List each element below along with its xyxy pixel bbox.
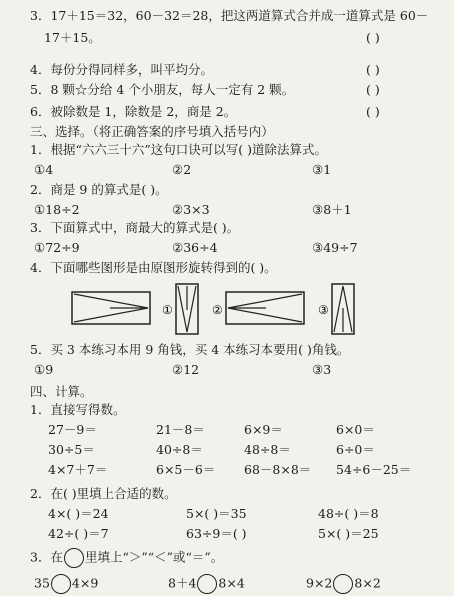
judge-q6: 6．被除数是 1，除数是 2，商是 2。 bbox=[30, 104, 237, 119]
option-3-shape[interactable] bbox=[332, 284, 354, 334]
fill-item[interactable]: 4×( )＝24 bbox=[48, 506, 109, 521]
figure-label-2: ② bbox=[212, 303, 223, 317]
calc-item: 21－8＝ bbox=[156, 422, 205, 437]
calc-item: 6÷0＝ bbox=[336, 442, 375, 457]
figure-label-3: ③ bbox=[318, 303, 329, 317]
choice-q2-opt2[interactable]: ②3×3 bbox=[172, 202, 210, 217]
calc-part3-title bbox=[30, 548, 223, 568]
choice-q2-opt3[interactable]: ③8＋1 bbox=[312, 202, 352, 217]
choice-q1-opt3[interactable]: ③1 bbox=[312, 162, 332, 177]
calc-item: 6×0＝ bbox=[336, 422, 375, 437]
compare-right: 8×2 bbox=[354, 575, 381, 591]
compare-left: 9×2 bbox=[306, 575, 333, 591]
judge-q4: 4．每份分得同样多，叫平均分。 bbox=[30, 62, 213, 77]
choice-q3-opt1[interactable]: ①72÷9 bbox=[34, 240, 80, 255]
calc-item: 30÷5＝ bbox=[48, 442, 95, 457]
calc-item: 48÷8＝ bbox=[244, 442, 291, 457]
judge-q3-paren[interactable]: ( ) bbox=[366, 30, 380, 45]
calc-part3-suffix: 里填上“＞”“＜”或“＝”。 bbox=[84, 549, 224, 565]
compare-circle-input[interactable] bbox=[333, 574, 353, 594]
compare-item-3 bbox=[306, 574, 381, 594]
choice-q1: 1．根据“六六三十六”这句口诀可以写( )道除法算式。 bbox=[30, 142, 327, 157]
choice-q3: 3．下面算式中，商最大的算式是( )。 bbox=[30, 220, 240, 235]
option-2-shape[interactable] bbox=[226, 292, 304, 324]
compare-left: 35 bbox=[34, 575, 50, 591]
choice-q1-opt2[interactable]: ②2 bbox=[172, 162, 192, 177]
compare-left: 8＋4 bbox=[168, 575, 197, 591]
rotation-figures bbox=[70, 282, 370, 338]
figure-label-1: ① bbox=[162, 303, 173, 317]
option-1-shape[interactable] bbox=[176, 284, 198, 334]
choice-q5-opt3[interactable]: ③3 bbox=[312, 362, 332, 377]
calc-item: 40÷8＝ bbox=[156, 442, 203, 457]
choice-q5-opt1[interactable]: ①9 bbox=[34, 362, 54, 377]
judge-q4-paren[interactable]: ( ) bbox=[366, 62, 380, 77]
choice-q5-opt2[interactable]: ②12 bbox=[172, 362, 200, 377]
section-3-title: 三、选择。（将正确答案的序号填入括号内） bbox=[30, 124, 274, 139]
judge-q6-paren[interactable]: ( ) bbox=[366, 104, 380, 119]
judge-q3-line2: 17＋15。 bbox=[44, 30, 101, 45]
original-shape bbox=[72, 292, 150, 324]
calc-part2-title: 2．在( )里填上合适的数。 bbox=[30, 486, 177, 501]
fill-item[interactable]: 48÷( )＝8 bbox=[318, 506, 379, 521]
compare-circle-input[interactable] bbox=[197, 574, 217, 594]
choice-q3-opt2[interactable]: ②36÷4 bbox=[172, 240, 218, 255]
fill-item[interactable]: 63÷9＝( ) bbox=[186, 526, 247, 541]
compare-item-2 bbox=[168, 574, 245, 594]
compare-circle-icon bbox=[64, 548, 84, 568]
calc-part1-title: 1．直接写得数。 bbox=[30, 402, 126, 417]
fill-item[interactable]: 5×( )＝35 bbox=[186, 506, 247, 521]
compare-right: 8×4 bbox=[218, 575, 245, 591]
choice-q1-opt1[interactable]: ①4 bbox=[34, 162, 54, 177]
calc-part3-prefix: 3．在 bbox=[30, 549, 63, 565]
section-4-title: 四、计算。 bbox=[30, 384, 93, 399]
judge-q5-paren[interactable]: ( ) bbox=[366, 82, 380, 97]
calc-item: 54÷6－25＝ bbox=[336, 462, 412, 477]
judge-q5: 5．8 颗☆分给 4 个小朋友，每人一定有 2 颗。 bbox=[30, 82, 295, 97]
choice-q2: 2．商是 9 的算式是( )。 bbox=[30, 182, 168, 197]
fill-item[interactable]: 42÷( )＝7 bbox=[48, 526, 109, 541]
judge-q3-line1: 3．17＋15＝32，60－32＝28，把这两道算式合并成一道算式是 60－ bbox=[30, 8, 429, 23]
choice-q2-opt1[interactable]: ①18÷2 bbox=[34, 202, 80, 217]
fill-item[interactable]: 5×( )＝25 bbox=[318, 526, 379, 541]
choice-q4: 4．下面哪些图形是由原图形旋转得到的( )。 bbox=[30, 260, 277, 275]
compare-item-1 bbox=[34, 574, 98, 594]
calc-item: 6×9＝ bbox=[244, 422, 283, 437]
choice-q5: 5．买 3 本练习本用 9 角钱，买 4 本练习本要用( )角钱。 bbox=[30, 342, 350, 357]
compare-circle-input[interactable] bbox=[51, 574, 71, 594]
calc-item: 27－9＝ bbox=[48, 422, 97, 437]
compare-right: 4×9 bbox=[71, 575, 99, 591]
choice-q3-opt3[interactable]: ③49÷7 bbox=[312, 240, 358, 255]
calc-item: 68－8×8＝ bbox=[244, 462, 312, 477]
calc-item: 4×7＋7＝ bbox=[48, 462, 108, 477]
calc-item: 6×5－6＝ bbox=[156, 462, 216, 477]
